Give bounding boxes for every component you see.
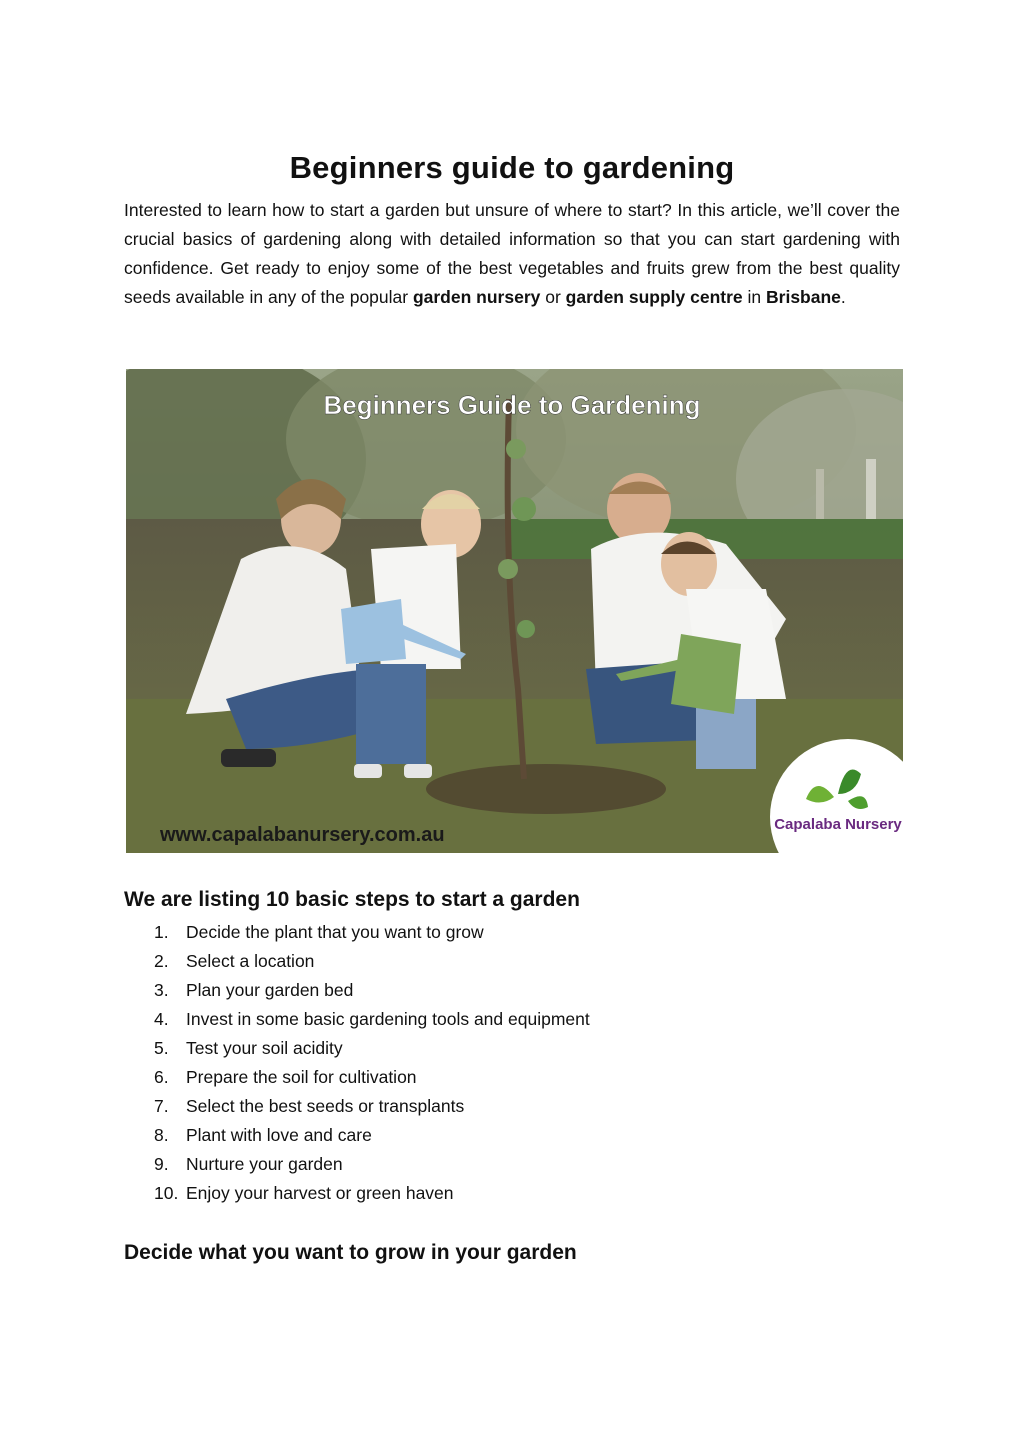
list-item-number: 7. bbox=[154, 1096, 169, 1116]
list-item-text: Invest in some basic gardening tools and equipment bbox=[186, 1009, 590, 1029]
list-item-text: Select a location bbox=[186, 951, 315, 971]
intro-text-3: in bbox=[742, 287, 767, 307]
list-item-text: Nurture your garden bbox=[186, 1154, 343, 1174]
banner-title: Beginners Guide to Gardening bbox=[323, 390, 701, 420]
page-title: Beginners guide to gardening bbox=[289, 150, 735, 185]
logo-text: Capalaba Nursery bbox=[774, 816, 902, 833]
list-item bbox=[124, 1121, 824, 1150]
intro-text-2: or bbox=[540, 287, 566, 307]
list-item-number: 1. bbox=[154, 922, 169, 942]
list-item-text: Decide the plant that you want to grow bbox=[186, 922, 484, 942]
intro-text-1: Interested to learn how to start a garden but unsure of where to start? In this article, we’ll cover the crucial basics of gardening along with detailed information so that you can start gardening with confidence. Get ready to enjoy some of the best vegetables and fruits grew from the best quality seeds available in any of the popular bbox=[124, 200, 900, 307]
intro-bold-brisbane: Brisbane bbox=[766, 287, 841, 307]
list-item bbox=[124, 1092, 824, 1121]
list-item bbox=[124, 1034, 824, 1063]
list-item bbox=[124, 1063, 824, 1092]
list-item-number: 10. bbox=[154, 1183, 179, 1203]
section-heading-grow: Decide what you want to grow in your garden bbox=[124, 1241, 577, 1264]
intro-bold-garden-nursery: garden nursery bbox=[412, 287, 541, 307]
list-item bbox=[124, 1150, 824, 1179]
list-item-number: 9. bbox=[154, 1154, 169, 1174]
intro-bold-garden-supply-centre: garden supply centre bbox=[565, 287, 743, 307]
intro-paragraph bbox=[124, 196, 900, 312]
list-item-number: 5. bbox=[154, 1038, 169, 1058]
list-item bbox=[124, 1005, 824, 1034]
steps-list bbox=[124, 918, 824, 1208]
list-item-text: Test your soil acidity bbox=[186, 1038, 343, 1058]
list-item bbox=[124, 976, 824, 1005]
list-item-text: Enjoy your harvest or green haven bbox=[186, 1183, 454, 1203]
hero-image bbox=[126, 369, 903, 853]
intro-text-4: . bbox=[840, 287, 846, 307]
list-item bbox=[124, 947, 824, 976]
list-item-text: Select the best seeds or transplants bbox=[186, 1096, 465, 1116]
list-item-number: 3. bbox=[154, 980, 169, 1000]
hero-illustration bbox=[126, 369, 903, 853]
list-item-text: Prepare the soil for cultivation bbox=[186, 1067, 417, 1087]
list-item-number: 2. bbox=[154, 951, 169, 971]
list-item bbox=[124, 918, 824, 947]
list-item bbox=[124, 1179, 824, 1208]
list-item-text: Plan your garden bed bbox=[186, 980, 354, 1000]
steps-heading: We are listing 10 basic steps to start a garden bbox=[124, 888, 580, 911]
list-item-number: 8. bbox=[154, 1125, 169, 1145]
list-item-number: 4. bbox=[154, 1009, 169, 1029]
list-item-text: Plant with love and care bbox=[186, 1125, 372, 1145]
website-watermark: www.capalabanursery.com.au bbox=[160, 824, 445, 846]
list-item-number: 6. bbox=[154, 1067, 169, 1087]
